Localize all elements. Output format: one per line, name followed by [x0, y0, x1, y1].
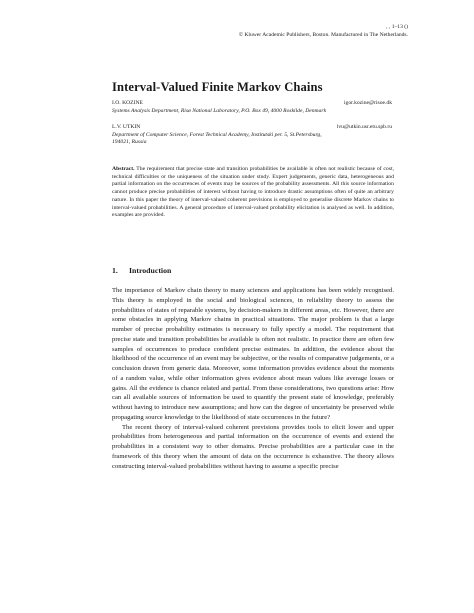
section-title: Introduction [129, 266, 172, 275]
author-email: lvu@utkin.usr.etu.spb.ru [336, 124, 392, 130]
author-affiliation: Department of Computer Science, Forest Technical Academy, Institutski per. 5, St.Petersburg, [112, 131, 322, 138]
page-range-line: , , 1–13 () [386, 24, 408, 30]
paragraph: The recent theory of interval-valued coherent previsions provides tools to elicit lower and upper probabilities from heterogeneous and partial information on the occurrence of events and extend the probabilities in a consistent way to other domains. Precise probabilities are a particular case in the framework of this theory when the amount of data on the occurrence is exhaustive. The theory allows constructing interval-valued probabilities without having to assume a specific precise [112, 423, 394, 470]
author-block-2 [112, 124, 392, 147]
author-block-1 [112, 100, 392, 115]
author-affiliation: 194021, Russia [112, 139, 147, 146]
author-name: I.O. KOZINE [112, 100, 143, 106]
author-name: L.V. UTKIN [112, 124, 141, 130]
author-email: igor.kozine@risoe.dk [343, 100, 392, 106]
page-header [239, 23, 408, 39]
paragraph: The importance of Markov chain theory to many sciences and applications has been widely recognised. This theory is employed in the social and biological sciences, in reliability theory to assess the probabilities of states of reparable systems, by decision-makers in different areas, etc. However, there are some obstacles in applying Markov chains in practical situations. The major problem is that a large number of precise probability estimates is necessary to fully specify a model. The requirement that precise state and transition probabilities be available is often not realistic. In practice there are often few samples of occurrences to produce confident precise estimates. In addition, the evidence about the likelihood of the occurrence of an event may be subjective, or the results of comparative judgements, or a conclusion drawn from generic data. Moreover, some information provides evidence about the moments of a random value, while other information gives evidence about mean values like average losses or gains. All the evidence is chance related and partial. From these considerations, two questions arise: How can all available sources of information be used to quantify the present state of knowledge, preferably without having to introduce new assumptions; and how can the degree of uncertainty be preserved while propagating source knowledge to the likelihood of state occurrences in the future? [112, 287, 394, 421]
publisher-line: © Kluwer Academic Publishers, Boston. Manufactured in The Netherlands. [238, 32, 408, 38]
abstract-label: Abstract. [112, 166, 135, 172]
section-number: 1. [112, 266, 118, 275]
paper-title: Interval-Valued Finite Markov Chains [112, 80, 323, 94]
body-text [112, 286, 394, 471]
author-affiliation: Systems Analysis Department, Risø National Laboratory, P.O. Box 49, 4000 Roskilde, Denmark [112, 107, 327, 114]
abstract [112, 166, 394, 220]
abstract-text: The requirement that precise state and transition probabilities be available is often not realistic because of cost, technical difficulties or the uniqueness of the situation under study. Expert judgements, generic data, heterogeneous and partial information on the occurrences of events may be sources of the probability assessments. All this source information cannot produce precise probabilities of interest without having to introduce drastic assumptions often of quite an arbitrary nature. In this paper the theory of interval-valued coherent previsions is employed to generalise discrete Markov chains to interval-valued probabilities. A general procedure of interval-valued probability elicitation is analysed as well. In addition, examples are provided. [112, 166, 394, 219]
section-heading [112, 266, 171, 275]
